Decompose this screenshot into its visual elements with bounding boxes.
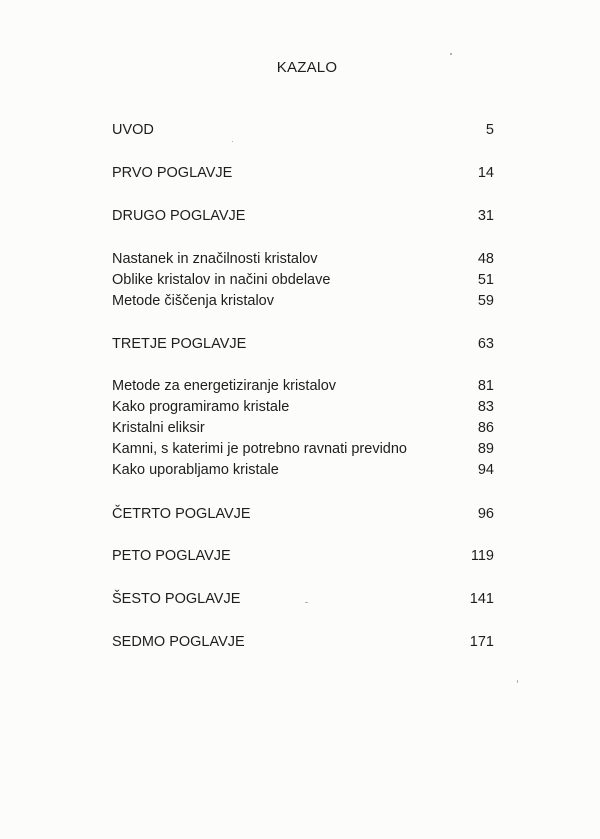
toc-entry-section — [112, 271, 494, 289]
toc-entry-section — [112, 292, 494, 310]
toc-entry-label: PETO POGLAVJE — [112, 548, 231, 564]
toc-entry-section — [112, 440, 494, 458]
toc-entry-chapter-1 — [112, 164, 494, 182]
toc-entry-page: 51 — [477, 272, 494, 288]
toc-entry-page: 81 — [477, 378, 494, 394]
toc-entry-label: Kako uporabljamo kristale — [112, 462, 279, 478]
scan-speck — [305, 602, 308, 603]
toc-entry-label: DRUGO POGLAVJE — [112, 208, 246, 224]
toc-entry-chapter-6 — [112, 590, 494, 608]
toc-entry-label: SEDMO POGLAVJE — [112, 634, 245, 650]
toc-entry-label: Kristalni eliksir — [112, 420, 205, 436]
toc-entry-chapter-5 — [112, 547, 494, 565]
toc-entry-chapter-3 — [112, 335, 494, 353]
toc-entry-page: 63 — [477, 336, 494, 352]
toc-entry-label: Nastanek in značilnosti kristalov — [112, 251, 318, 267]
toc-entry-label: UVOD — [112, 122, 154, 138]
toc-entry-page: 171 — [469, 634, 494, 650]
toc-entry-page: 96 — [477, 506, 494, 522]
toc-entry-label: Metode čiščenja kristalov — [112, 293, 274, 309]
toc-entry-page: 5 — [485, 122, 494, 138]
toc-entry-chapter-2 — [112, 207, 494, 225]
toc-entry-label: Metode za energetiziranje kristalov — [112, 378, 337, 394]
toc-entry-label: PRVO POGLAVJE — [112, 165, 233, 181]
toc-entry-label: Oblike kristalov in načini obdelave — [112, 272, 331, 288]
toc-entry-page: 89 — [477, 441, 494, 457]
scan-speck — [517, 680, 518, 683]
toc-entry-page: 14 — [477, 165, 494, 181]
toc-entry-section — [112, 398, 494, 416]
page-title: KAZALO — [276, 59, 338, 76]
toc-entry-page: 48 — [477, 251, 494, 267]
toc-entry-section — [112, 250, 494, 268]
toc-entry-label: ČETRTO POGLAVJE — [112, 506, 251, 522]
toc-entry-chapter-4 — [112, 505, 494, 523]
toc-entry-label: Kako programiramo kristale — [112, 399, 290, 415]
toc-entry-label: ŠESTO POGLAVJE — [112, 591, 241, 607]
toc-entry-uvod — [112, 121, 494, 139]
toc-entry-page: 141 — [469, 591, 494, 607]
toc-entry-section — [112, 461, 494, 479]
toc-entry-page: 94 — [477, 462, 494, 478]
toc-entry-label: Kamni, s katerimi je potrebno ravnati previdno — [112, 441, 407, 457]
toc-entry-page: 31 — [477, 208, 494, 224]
toc-entry-page: 119 — [470, 548, 494, 564]
toc-entry-section — [112, 419, 494, 437]
scan-speck — [450, 53, 452, 55]
toc-entry-page: 86 — [477, 420, 494, 436]
scan-speck — [232, 141, 233, 142]
toc-entry-chapter-7 — [112, 633, 494, 651]
toc-entry-label: TRETJE POGLAVJE — [112, 336, 247, 352]
toc-entry-section — [112, 377, 494, 395]
toc-entry-page: 59 — [477, 293, 494, 309]
toc-entry-page: 83 — [477, 399, 494, 415]
